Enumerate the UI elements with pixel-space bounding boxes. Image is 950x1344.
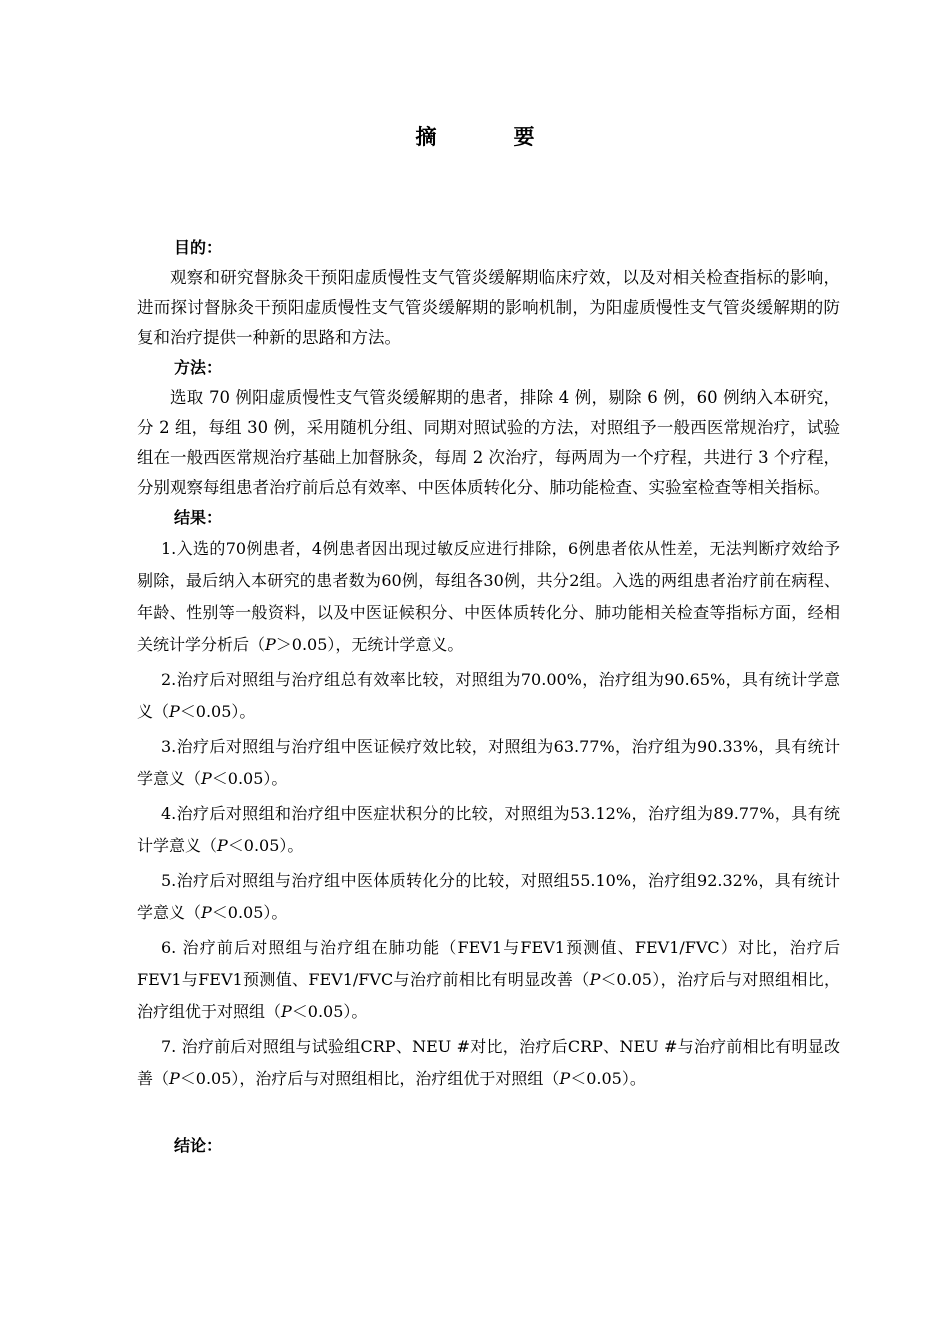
objective-text: 观察和研究督脉灸干预阳虚质慢性支气管炎缓解期临床疗效，以及对相关检查指标的影响，进而探讨督脉灸干预阳虚质慢性支气管炎缓解期的影响机制，为阳虚质慢性支气管炎缓解期的防复和治疗提供一种新的思路和方法。 <box>137 268 840 347</box>
p-symbol: P <box>265 635 276 654</box>
result-item-3 <box>137 731 840 795</box>
p-symbol: P <box>169 1069 180 1088</box>
results-heading: 结果： <box>174 508 223 527</box>
result-text: ＜0.05），治疗后与对照组相比，治疗组优于对照组（ <box>179 1069 560 1088</box>
objective-heading: 目的： <box>174 238 223 257</box>
result-text: 3.治疗后对照组与治疗组中医证候疗效比较，对照组为63.77%，治疗组为90.33%，具有统计学意义（ <box>137 737 840 788</box>
result-text: ＜0.05）。 <box>179 702 256 721</box>
conclusion-heading: 结论： <box>174 1136 223 1155</box>
result-item-5 <box>137 865 840 929</box>
methods-heading: 方法： <box>174 358 223 377</box>
result-text: ＜0.05）。 <box>291 1002 368 1021</box>
p-symbol: P <box>169 702 180 721</box>
methods-text: 选取 70 例阳虚质慢性支气管炎缓解期的患者，排除 4 例，剔除 6 例，60 例纳入本研究，分 2 组，每组 30 例，采用随机分组、同期对照试验的方法，对照组予一般西医常规治疗，试验组在一般西医常规治疗基础上加督脉灸，每周 2 次治疗，每两周为一个疗程，共进行 3 个疗程，分别观察每组患者治疗前后总有效率、中医体质转化分、肺功能检查、实验室检查等相关指标。 <box>137 388 840 497</box>
p-symbol: P <box>217 836 228 855</box>
result-text: 5.治疗后对照组与治疗组中医体质转化分的比较，对照组55.10%，治疗组92.32%，具有统计学意义（ <box>137 871 840 922</box>
p-symbol: P <box>201 903 212 922</box>
result-item-1 <box>137 533 840 661</box>
page-title: 摘 要 <box>415 125 563 149</box>
result-text: 6. 治疗前后对照组与治疗组在肺功能（FEV1与FEV1预测值、FEV1/FVC）对比，治疗后FEV1与FEV1预测值、FEV1/FVC与治疗前相比有明显改善（ <box>137 938 840 989</box>
spacer <box>137 1095 840 1131</box>
result-item-2 <box>137 664 840 728</box>
result-text: ＜0.05）。 <box>570 1069 646 1088</box>
result-text: ＜0.05），治疗后与对照组相比，治疗组优于对照组（ <box>137 970 840 1021</box>
result-text: 7. 治疗前后对照组与试验组CRP、NEU #对比，治疗后CRP、NEU #与治疗前相比有明显改善（ <box>137 1037 840 1088</box>
p-symbol: P <box>201 769 212 788</box>
p-symbol: P <box>589 970 601 989</box>
p-symbol: P <box>281 1002 292 1021</box>
result-item-7 <box>137 1031 840 1095</box>
result-item-6 <box>137 932 840 1028</box>
result-text: 4.治疗后对照组和治疗组中医症状积分的比较，对照组为53.12%，治疗组为89.77%，具有统计学意义（ <box>137 804 840 855</box>
result-text: ＞0.05），无统计学意义。 <box>275 635 464 654</box>
result-text: ＜0.05）。 <box>227 836 304 855</box>
result-text: 1.入选的70例患者，4例患者因出现过敏反应进行排除，6例患者依从性差，无法判断疗效给予剔除，最后纳入本研究的患者数为60例，每组各30例，共分2组。入选的两组患者治疗前在病程、年龄、性别等一般资料，以及中医证候积分、中医体质转化分、肺功能相关检查等指标方面，经相关统计学分析后（ <box>137 539 840 654</box>
result-text: ＜0.05）。 <box>211 769 288 788</box>
abstract-body <box>137 233 840 1161</box>
p-symbol: P <box>559 1069 571 1088</box>
result-text: 2.治疗后对照组与治疗组总有效率比较，对照组为70.00%，治疗组为90.65%，具有统计学意义（ <box>137 670 840 721</box>
result-text: ＜0.05）。 <box>211 903 288 922</box>
result-item-4 <box>137 798 840 862</box>
